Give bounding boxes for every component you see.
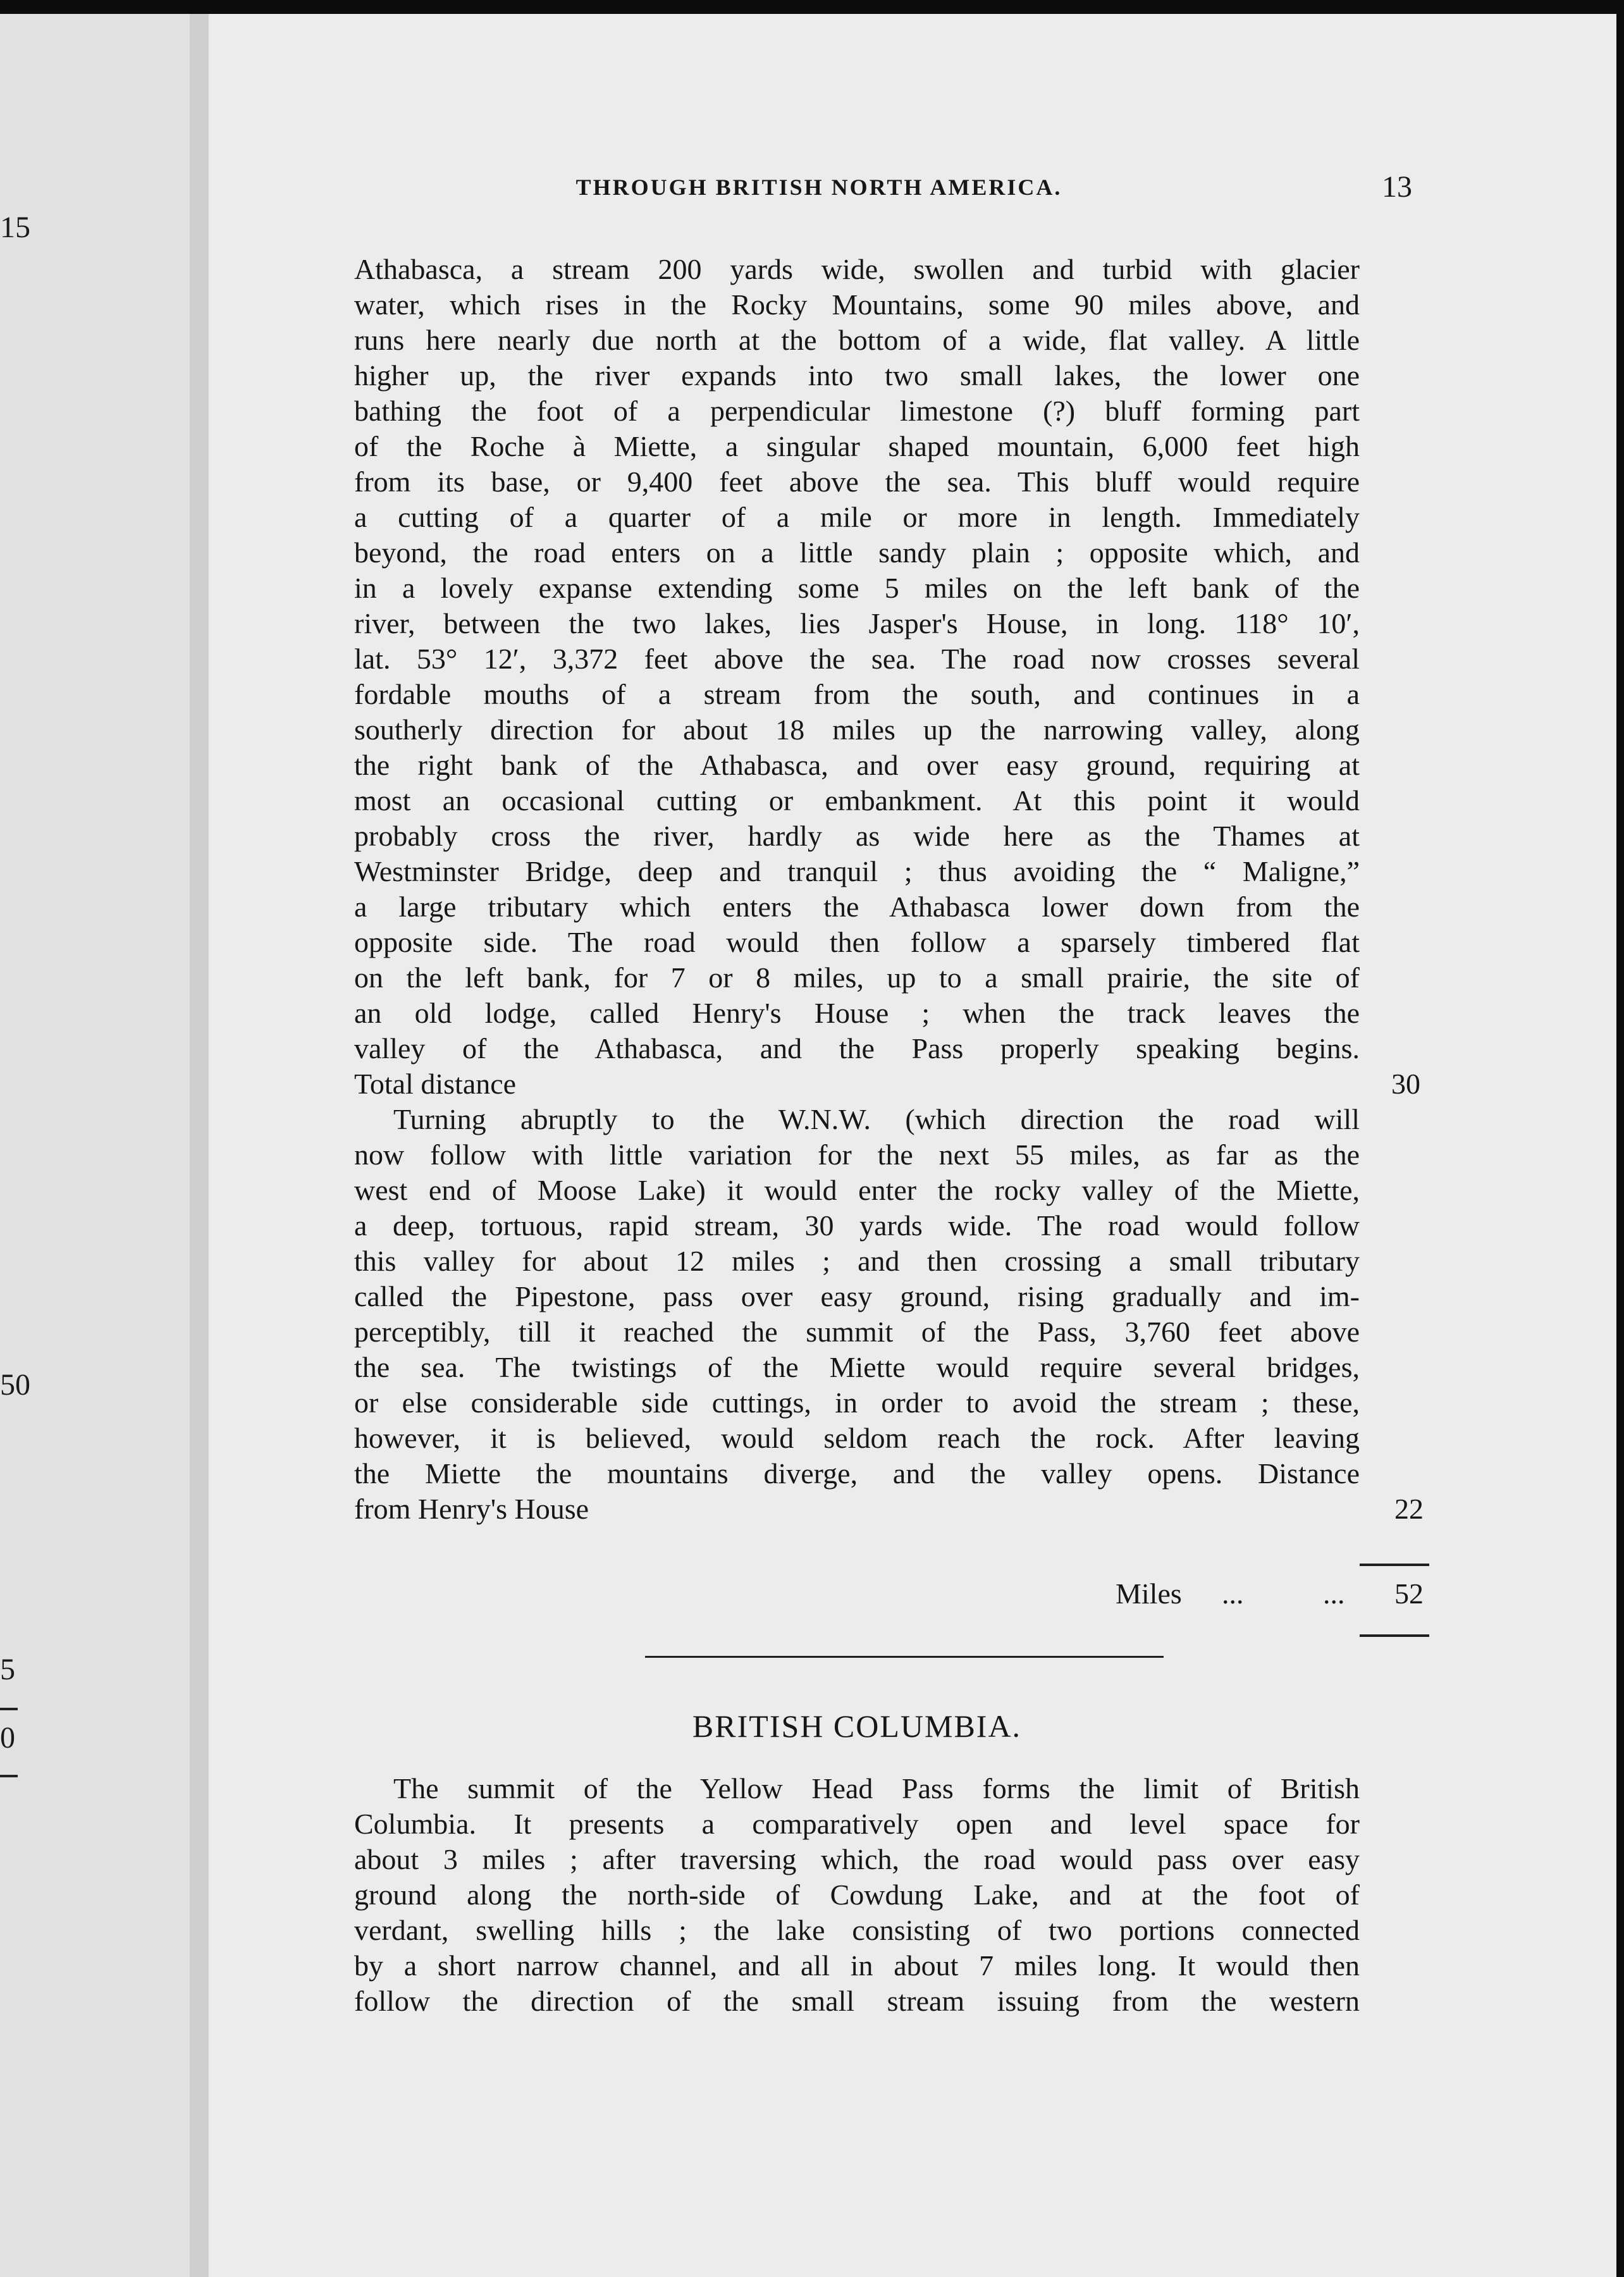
text-line: by a short narrow channel, and all in about 7 miles long. It would then (354, 1949, 1360, 1982)
text-line: from its base, or 9,400 feet above the sea. This bluff would require (354, 466, 1360, 498)
text-line: lat. 53° 12′, 3,372 feet above the sea. The road now crosses several (354, 643, 1360, 675)
section-divider (645, 1656, 1164, 1658)
text-line: an old lodge, called Henry's House ; when the track leaves the (354, 997, 1360, 1029)
text-line: bathing the foot of a perpendicular limestone (?) bluff forming part (354, 395, 1360, 427)
previous-page-number: 5 (0, 1653, 15, 1686)
text-line: southerly direction for about 18 miles up the narrowing valley, along (354, 713, 1360, 746)
text-line: called the Pipestone, pass over easy ground, rising gradually and im- (354, 1280, 1360, 1312)
text-line: of the Roche à Miette, a singular shaped mountain, 6,000 feet high (354, 430, 1360, 462)
text-line: ground along the north-side of Cowdung Lake, and at the foot of (354, 1879, 1360, 1911)
previous-page-number: 15 (0, 211, 30, 244)
section-text (354, 1771, 1360, 2019)
text-line: in a lovely expanse extending some 5 miles on the left bank of the (354, 572, 1360, 604)
running-title: THROUGH BRITISH NORTH AMERICA. (575, 175, 1062, 200)
page-number: 13 (1382, 170, 1412, 204)
total-value: 52 (1394, 1577, 1424, 1610)
distance-value: 22 (1394, 1493, 1424, 1525)
text-line: Columbia. It presents a comparatively open and level space for (354, 1808, 1360, 1840)
text-line: river, between the two lakes, lies Jasper's House, in long. 118° 10′, (354, 607, 1360, 639)
previous-page-edge (0, 14, 190, 2277)
text-line: verdant, swelling hills ; the lake consisting of two portions connected (354, 1914, 1360, 1946)
previous-page-rule (0, 1775, 18, 1777)
text-line: west end of Moose Lake) it would enter the rocky valley of the Miette, (354, 1174, 1360, 1206)
text-line: water, which rises in the Rocky Mountains, some 90 miles above, and (354, 288, 1360, 321)
total-label: Miles (1116, 1577, 1182, 1610)
text-line: the right bank of the Athabasca, and over easy ground, requiring at (354, 749, 1360, 781)
sum-rule (1360, 1634, 1429, 1637)
text-line: this valley for about 12 miles ; and then crossing a small tributary (354, 1245, 1360, 1277)
previous-page-rule (0, 1708, 18, 1710)
text-line: opposite side. The road would then follow a sparsely timbered flat (354, 926, 1360, 958)
leader-dots: ... (1222, 1577, 1244, 1610)
text-line: now follow with little variation for the next 55 miles, as far as the (354, 1138, 1360, 1171)
text-line: from Henry's House (354, 1493, 589, 1525)
text-line: however, it is believed, would seldom reach the rock. After leaving (354, 1422, 1360, 1454)
text-line: about 3 miles ; after traversing which, the road would pass over easy (354, 1843, 1360, 1875)
text-line: most an occasional cutting or embankment. At this point it would (354, 784, 1360, 817)
text-line: Athabasca, a stream 200 yards wide, swollen and turbid with glacier (354, 253, 1360, 285)
text-line: or else considerable side cuttings, in order to avoid the stream ; these, (354, 1386, 1360, 1419)
text-line: valley of the Athabasca, and the Pass properly speaking begins. (354, 1032, 1360, 1064)
text-line: probably cross the river, hardly as wide here as the Thames at (354, 820, 1360, 852)
distance-value: 30 (1391, 1068, 1420, 1100)
section-heading: BRITISH COLUMBIA. (692, 1708, 1022, 1744)
text-line: a cutting of a quarter of a mile or more in length. Immediately (354, 501, 1360, 533)
text-line: Total distance (354, 1068, 517, 1100)
book-gutter (190, 14, 209, 2277)
text-line: Turning abruptly to the W.N.W. (which direction the road will (393, 1103, 1360, 1135)
main-text (354, 252, 1360, 1527)
text-line: perceptibly, till it reached the summit of the Pass, 3,760 feet above (354, 1316, 1360, 1348)
previous-page-number: 50 (0, 1368, 30, 1402)
sum-rule (1360, 1564, 1429, 1566)
previous-page-number: 0 (0, 1721, 15, 1755)
text-line: follow the direction of the small stream issuing from the western (354, 1985, 1360, 2017)
text-line: a deep, tortuous, rapid stream, 30 yards wide. The road would follow (354, 1209, 1360, 1242)
text-line: fordable mouths of a stream from the south, and continues in a (354, 678, 1360, 710)
text-line: beyond, the road enters on a little sandy plain ; opposite which, and (354, 536, 1360, 569)
text-line: the sea. The twistings of the Miette would require several bridges, (354, 1351, 1360, 1383)
text-line: a large tributary which enters the Athabasca lower down from the (354, 891, 1360, 923)
text-line: the Miette the mountains diverge, and the valley opens. Distance (354, 1457, 1360, 1490)
text-line: The summit of the Yellow Head Pass forms the limit of British (393, 1772, 1360, 1805)
leader-dots: ... (1323, 1577, 1345, 1610)
text-line: runs here nearly due north at the bottom of a wide, flat valley. A little (354, 324, 1360, 356)
text-line: Westminster Bridge, deep and tranquil ; thus avoiding the “ Maligne,” (354, 855, 1360, 887)
text-line: on the left bank, for 7 or 8 miles, up to a small prairie, the site of (354, 961, 1360, 994)
text-line: higher up, the river expands into two small lakes, the lower one (354, 359, 1360, 392)
